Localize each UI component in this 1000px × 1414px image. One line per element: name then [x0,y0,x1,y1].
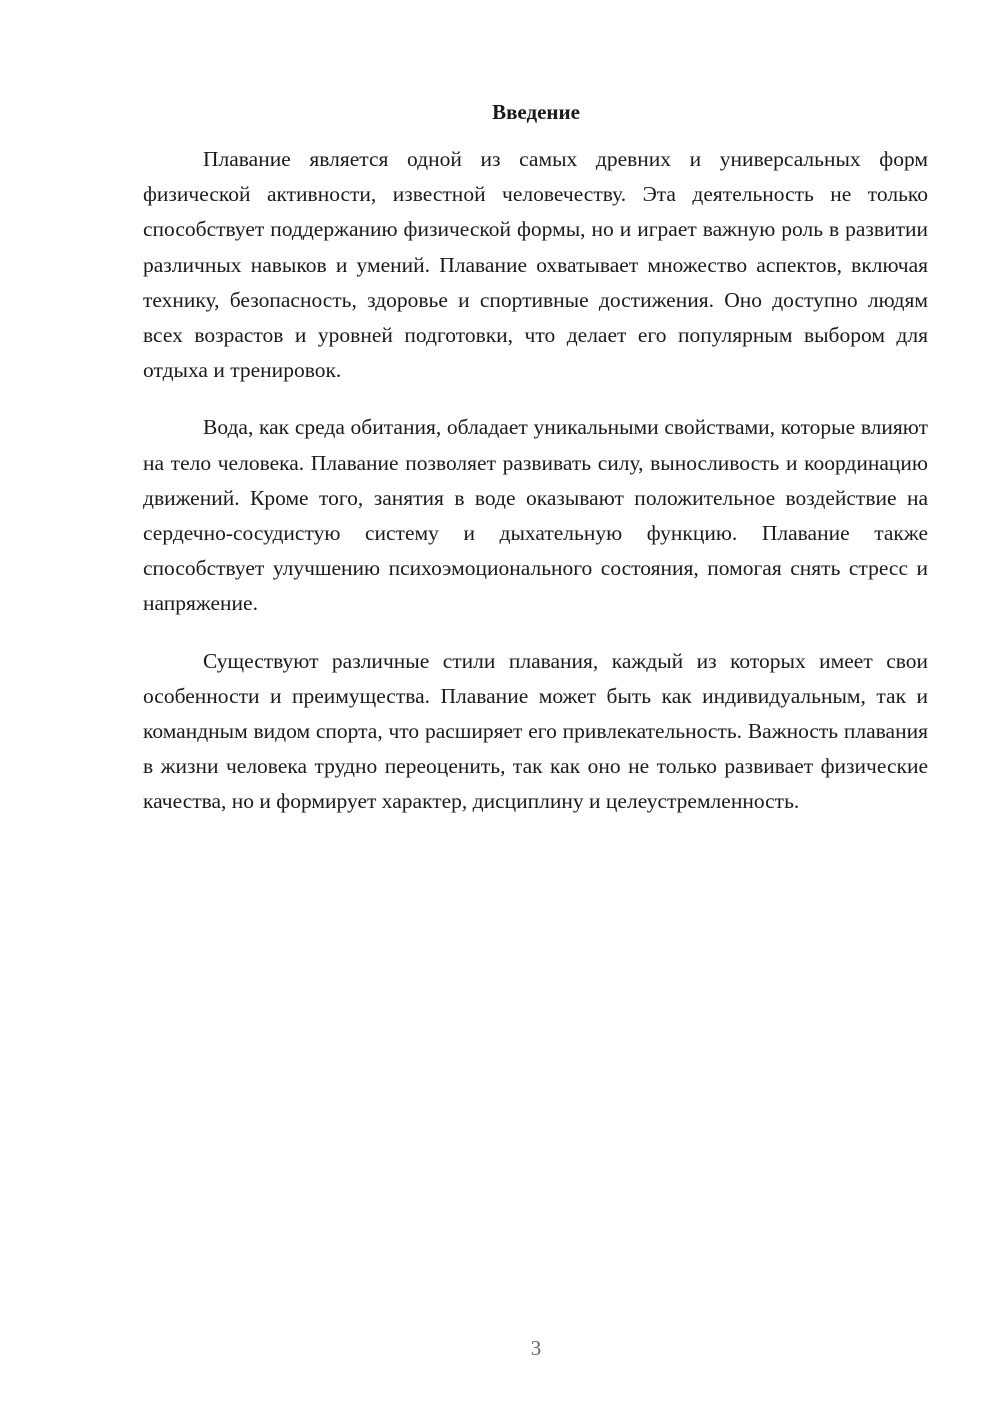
paragraph: Плавание является одной из самых древних и универсальных форм физической активности, известной человечеству. Эта деятельность не только способствует поддержанию физической формы, но и играет важную роль в развитии различных навыков и умений. Плавание охватывает множество аспектов, включая технику, безопасность, здоровье и спортивные достижения. Оно доступно людям всех возрастов и уровней подготовки, что делает его популярным выбором для отдыха и тренировок. [143,147,928,383]
section-title: Введение [492,100,580,124]
paragraph: Существуют различные стили плавания, каждый из которых имеет свои особенности и преимущества. Плавание может быть как индивидуальным, так и командным видом спорта, что расширяет его привлекательность. Важность плавания в жизни человека трудно переоценить, так как оно не только развивает физические качества, но и формирует характер, дисциплину и целеустремленность. [143,648,928,814]
page-number: 3 [530,1336,542,1360]
paragraph: Вода, как среда обитания, обладает уникальными свойствами, которые влияют на тело человека. Плавание позволяет развивать силу, выносливость и координацию движений. Кроме того, занятия в воде оказывают положительное воздействие на сердечно-сосудистую систему и дыхательную функцию. Плавание также способствует улучшению психоэмоционального состояния, помогая снять стресс и напряжение. [143,415,928,616]
body-text [143,142,928,842]
